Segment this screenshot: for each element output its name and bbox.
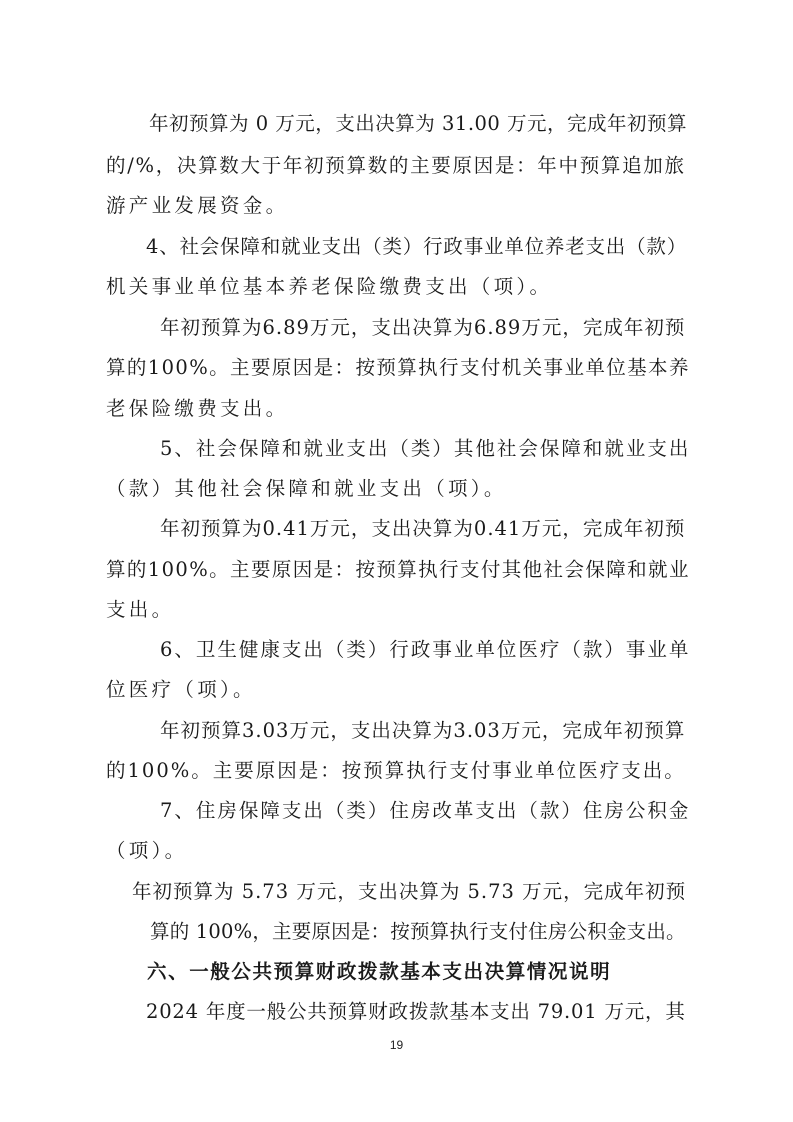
item-heading: 4、社会保障和就业支出（类）行政事业单位养老支出（款） [146,235,688,258]
text-line: 老保险缴费支出。 [106,397,289,420]
item-heading: （项）。 [106,839,188,862]
section-heading: 六、一般公共预算财政拨款基本支出决算情况说明 [147,960,612,983]
text-line: 的100%。主要原因是：按预算执行支付事业单位医疗支出。 [106,759,686,782]
text-line: 年初预算为6.89万元，支出决算为6.89万元，完成年初预 [160,316,686,339]
item-heading: 7、住房保障支出（类）住房改革支出（款）住房公积金 [160,799,691,822]
text-line: 年初预算3.03万元，支出决算为3.03万元，完成年初预算 [160,719,686,742]
item-heading: 6、卫生健康支出（类）行政事业单位医疗（款）事业单 [160,638,691,661]
text-line: 游产业发展资金。 [106,194,289,217]
text-line: 2024 年度一般公共预算财政拨款基本支出 79.01 万元，其 [146,1000,686,1023]
page-number: 19 [389,1038,404,1052]
text-line: 年初预算为 0 万元，支出决算为 31.00 万元，完成年初预算 [149,112,688,135]
text-line: 算的 100%，主要原因是：按预算执行支付住房公积金支出。 [150,920,686,943]
text-line: 年初预算为 5.73 万元，支出决算为 5.73 万元，完成年初预 [132,880,687,903]
item-heading: 机关事业单位基本养老保险缴费支出（项）。 [106,275,553,298]
item-heading: （款）其他社会保障和就业支出（项）。 [106,477,507,500]
item-heading: 位医疗（项）。 [106,678,256,701]
item-heading: 5、社会保障和就业支出（类）其他社会保障和就业支出 [160,437,691,460]
text-line: 算的100%。主要原因是：按预算执行支付其他社会保障和就业 [106,558,690,581]
text-line: 算的100%。主要原因是：按预算执行支付机关事业单位基本养 [106,356,690,379]
text-line: 的/%，决算数大于年初预算数的主要原因是：年中预算追加旅 [106,154,686,177]
text-line: 年初预算为0.41万元，支出决算为0.41万元，完成年初预 [160,517,686,540]
text-line: 支出。 [106,598,175,621]
